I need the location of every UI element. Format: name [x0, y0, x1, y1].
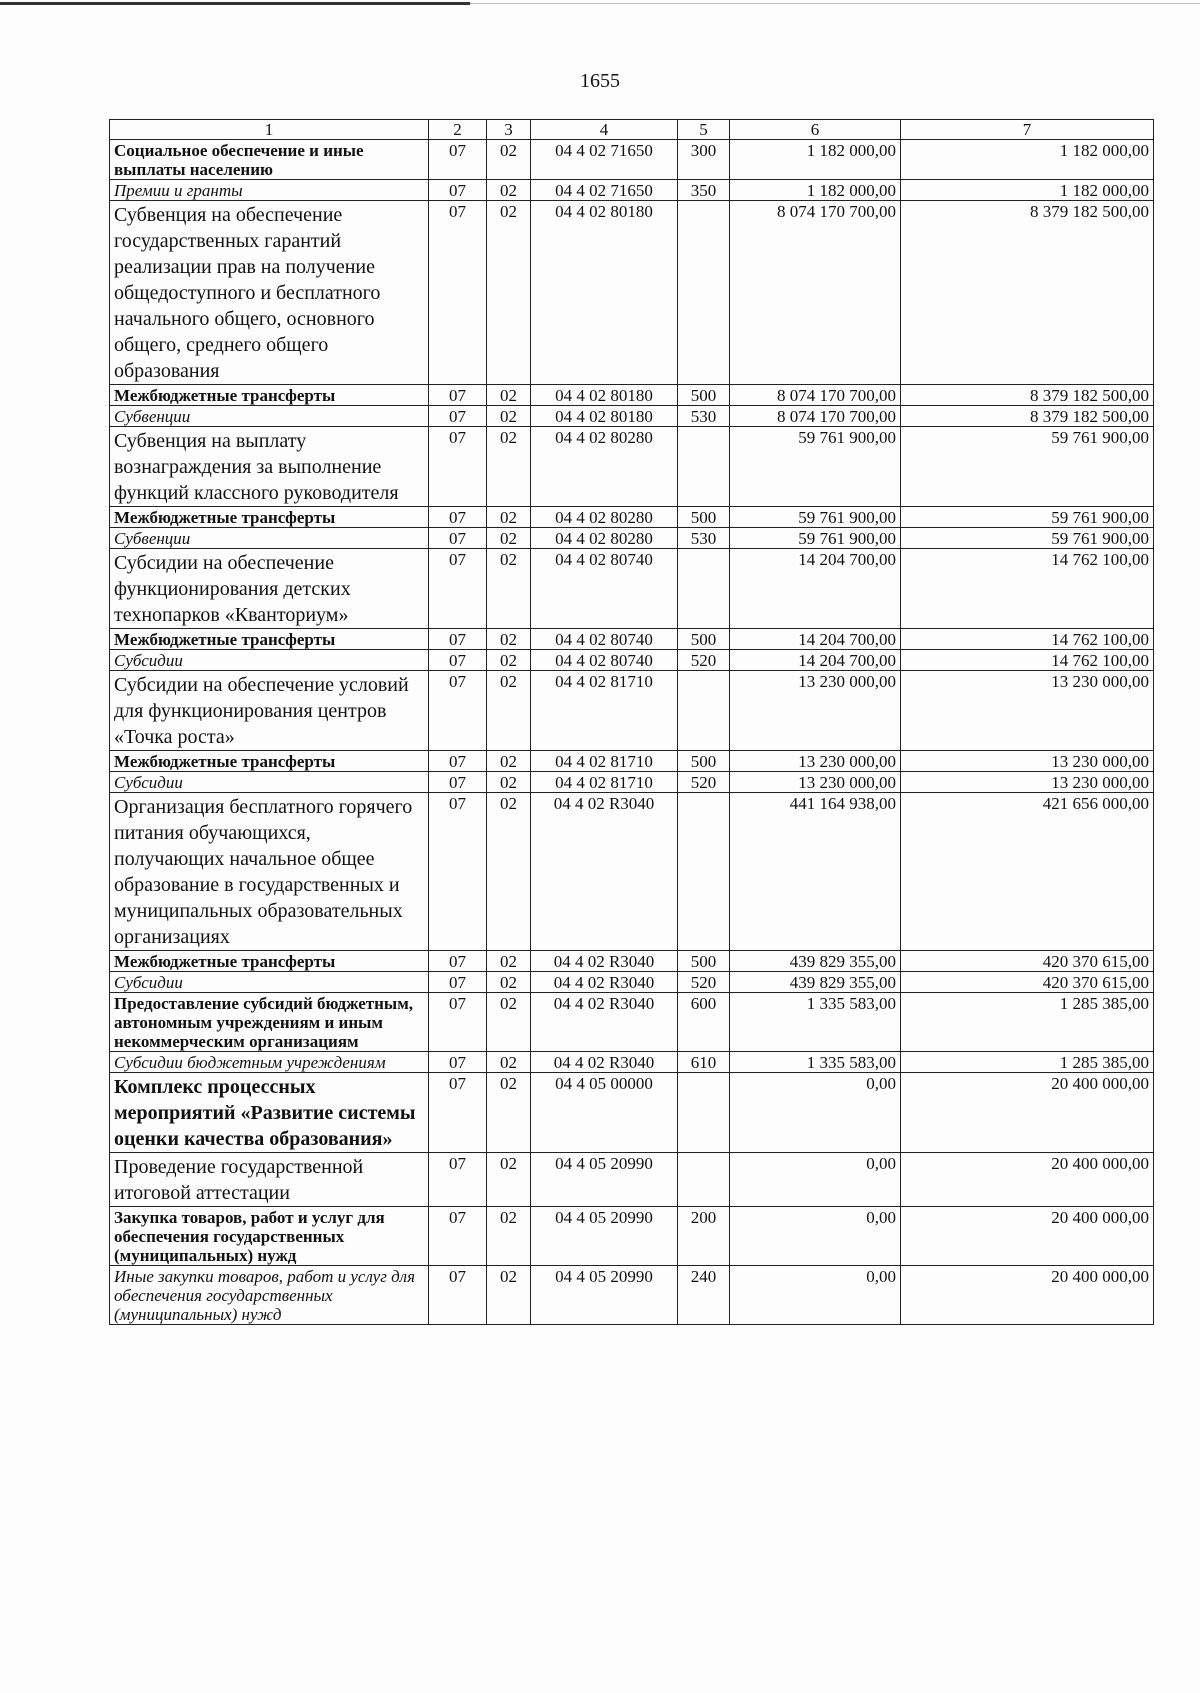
- subsection-cell: 02: [487, 1052, 531, 1073]
- row-name-cell: Межбюджетные трансферты: [110, 751, 429, 772]
- amount-year1-cell: 8 074 170 700,00: [730, 201, 901, 385]
- table-row: [110, 772, 1154, 793]
- expense-type-cell: [678, 671, 730, 751]
- subsection-cell: 02: [487, 201, 531, 385]
- section-cell: 07: [429, 772, 487, 793]
- target-article-cell: 04 4 02 81710: [531, 772, 678, 793]
- expense-type-cell: 500: [678, 385, 730, 406]
- subsection-cell: 02: [487, 772, 531, 793]
- expense-type-cell: 520: [678, 772, 730, 793]
- row-name-cell: Субсидии на обеспечение условий для функционирования центров «Точка роста»: [110, 671, 429, 751]
- amount-year2-cell: 59 761 900,00: [901, 427, 1154, 507]
- target-article-cell: 04 4 02 80280: [531, 507, 678, 528]
- column-header: 6: [730, 120, 901, 140]
- amount-year1-cell: 439 829 355,00: [730, 951, 901, 972]
- table-row: [110, 180, 1154, 201]
- amount-year2-cell: 14 762 100,00: [901, 629, 1154, 650]
- amount-year2-cell: 420 370 615,00: [901, 972, 1154, 993]
- subsection-cell: 02: [487, 140, 531, 180]
- target-article-cell: 04 4 05 20990: [531, 1153, 678, 1207]
- row-name-cell: Субвенции: [110, 528, 429, 549]
- subsection-cell: 02: [487, 549, 531, 629]
- page-number: 1655: [580, 70, 620, 92]
- scan-edge-line: [0, 2, 470, 5]
- subsection-cell: 02: [487, 1153, 531, 1207]
- row-name-cell: Организация бесплатного горячего питания обучающихся, получающих начальное общее образование в государственных и муниципальных образовательных организациях: [110, 793, 429, 951]
- amount-year2-cell: 59 761 900,00: [901, 507, 1154, 528]
- subsection-cell: 02: [487, 1266, 531, 1325]
- header-row: [110, 120, 1154, 140]
- section-cell: 07: [429, 951, 487, 972]
- table-row: [110, 993, 1154, 1052]
- amount-year1-cell: 1 182 000,00: [730, 140, 901, 180]
- amount-year1-cell: 1 335 583,00: [730, 993, 901, 1052]
- expense-type-cell: [678, 549, 730, 629]
- section-cell: 07: [429, 528, 487, 549]
- row-name-cell: Субсидии на обеспечение функционирования детских технопарков «Кванториум»: [110, 549, 429, 629]
- amount-year1-cell: 0,00: [730, 1073, 901, 1153]
- target-article-cell: 04 4 02 80180: [531, 406, 678, 427]
- target-article-cell: 04 4 05 00000: [531, 1073, 678, 1153]
- expense-type-cell: 600: [678, 993, 730, 1052]
- expense-type-cell: 520: [678, 972, 730, 993]
- amount-year1-cell: 14 204 700,00: [730, 549, 901, 629]
- expense-type-cell: 610: [678, 1052, 730, 1073]
- subsection-cell: 02: [487, 671, 531, 751]
- amount-year1-cell: 8 074 170 700,00: [730, 385, 901, 406]
- section-cell: 07: [429, 1052, 487, 1073]
- row-name-cell: Межбюджетные трансферты: [110, 385, 429, 406]
- table-row: [110, 427, 1154, 507]
- target-article-cell: 04 4 02 80280: [531, 427, 678, 507]
- expense-type-cell: [678, 427, 730, 507]
- row-name-cell: Проведение государственной итоговой аттестации: [110, 1153, 429, 1207]
- column-header: 1: [110, 120, 429, 140]
- section-cell: 07: [429, 1266, 487, 1325]
- table-body: [110, 140, 1154, 1325]
- scan-edge-line-thin: [470, 3, 1200, 4]
- target-article-cell: 04 4 05 20990: [531, 1207, 678, 1266]
- subsection-cell: 02: [487, 1207, 531, 1266]
- amount-year2-cell: 8 379 182 500,00: [901, 201, 1154, 385]
- section-cell: 07: [429, 201, 487, 385]
- amount-year2-cell: 13 230 000,00: [901, 671, 1154, 751]
- expense-type-cell: 300: [678, 140, 730, 180]
- amount-year2-cell: 8 379 182 500,00: [901, 406, 1154, 427]
- expense-type-cell: [678, 1073, 730, 1153]
- amount-year1-cell: 13 230 000,00: [730, 772, 901, 793]
- subsection-cell: 02: [487, 793, 531, 951]
- table-row: [110, 507, 1154, 528]
- table-row: [110, 549, 1154, 629]
- subsection-cell: 02: [487, 507, 531, 528]
- target-article-cell: 04 4 02 80740: [531, 650, 678, 671]
- amount-year1-cell: 439 829 355,00: [730, 972, 901, 993]
- target-article-cell: 04 4 02 R3040: [531, 993, 678, 1052]
- table-row: [110, 793, 1154, 951]
- expense-type-cell: 530: [678, 406, 730, 427]
- subsection-cell: 02: [487, 650, 531, 671]
- row-name-cell: Межбюджетные трансферты: [110, 629, 429, 650]
- amount-year1-cell: 59 761 900,00: [730, 528, 901, 549]
- column-header: 4: [531, 120, 678, 140]
- budget-table: [109, 119, 1154, 1325]
- section-cell: 07: [429, 180, 487, 201]
- row-name-cell: Социальное обеспечение и иные выплаты населению: [110, 140, 429, 180]
- expense-type-cell: 500: [678, 751, 730, 772]
- expense-type-cell: 520: [678, 650, 730, 671]
- section-cell: 07: [429, 1153, 487, 1207]
- subsection-cell: 02: [487, 180, 531, 201]
- section-cell: 07: [429, 751, 487, 772]
- amount-year2-cell: 59 761 900,00: [901, 528, 1154, 549]
- expense-type-cell: [678, 201, 730, 385]
- row-name-cell: Иные закупки товаров, работ и услуг для обеспечения государственных (муниципальных) нужд: [110, 1266, 429, 1325]
- target-article-cell: 04 4 02 81710: [531, 751, 678, 772]
- row-name-cell: Комплекс процессных мероприятий «Развитие системы оценки качества образования»: [110, 1073, 429, 1153]
- row-name-cell: Субсидии бюджетным учреждениям: [110, 1052, 429, 1073]
- subsection-cell: 02: [487, 385, 531, 406]
- amount-year2-cell: 8 379 182 500,00: [901, 385, 1154, 406]
- section-cell: 07: [429, 549, 487, 629]
- amount-year1-cell: 14 204 700,00: [730, 650, 901, 671]
- table-row: [110, 629, 1154, 650]
- row-name-cell: Премии и гранты: [110, 180, 429, 201]
- subsection-cell: 02: [487, 751, 531, 772]
- section-cell: 07: [429, 427, 487, 507]
- section-cell: 07: [429, 793, 487, 951]
- section-cell: 07: [429, 972, 487, 993]
- amount-year2-cell: 1 182 000,00: [901, 180, 1154, 201]
- table-row: [110, 671, 1154, 751]
- amount-year2-cell: 20 400 000,00: [901, 1153, 1154, 1207]
- row-name-cell: Межбюджетные трансферты: [110, 951, 429, 972]
- subsection-cell: 02: [487, 406, 531, 427]
- subsection-cell: 02: [487, 629, 531, 650]
- column-header: 5: [678, 120, 730, 140]
- target-article-cell: 04 4 02 R3040: [531, 972, 678, 993]
- target-article-cell: 04 4 02 71650: [531, 140, 678, 180]
- table-row: [110, 1266, 1154, 1325]
- section-cell: 07: [429, 140, 487, 180]
- table-row: [110, 751, 1154, 772]
- subsection-cell: 02: [487, 951, 531, 972]
- amount-year2-cell: 420 370 615,00: [901, 951, 1154, 972]
- subsection-cell: 02: [487, 427, 531, 507]
- table-row: [110, 650, 1154, 671]
- amount-year1-cell: 0,00: [730, 1153, 901, 1207]
- row-name-cell: Субвенция на выплату вознаграждения за выполнение функций классного руководителя: [110, 427, 429, 507]
- target-article-cell: 04 4 02 71650: [531, 180, 678, 201]
- amount-year2-cell: 1 285 385,00: [901, 1052, 1154, 1073]
- amount-year2-cell: 13 230 000,00: [901, 751, 1154, 772]
- row-name-cell: Субсидии: [110, 650, 429, 671]
- section-cell: 07: [429, 650, 487, 671]
- expense-type-cell: 500: [678, 951, 730, 972]
- expense-type-cell: [678, 793, 730, 951]
- amount-year1-cell: 0,00: [730, 1207, 901, 1266]
- amount-year2-cell: 14 762 100,00: [901, 549, 1154, 629]
- section-cell: 07: [429, 406, 487, 427]
- target-article-cell: 04 4 02 R3040: [531, 951, 678, 972]
- expense-type-cell: 350: [678, 180, 730, 201]
- subsection-cell: 02: [487, 528, 531, 549]
- section-cell: 07: [429, 629, 487, 650]
- amount-year2-cell: 20 400 000,00: [901, 1266, 1154, 1325]
- expense-type-cell: 240: [678, 1266, 730, 1325]
- section-cell: 07: [429, 1207, 487, 1266]
- section-cell: 07: [429, 507, 487, 528]
- amount-year2-cell: 20 400 000,00: [901, 1073, 1154, 1153]
- table-row: [110, 406, 1154, 427]
- row-name-cell: Субсидии: [110, 972, 429, 993]
- row-name-cell: Предоставление субсидий бюджетным, автономным учреждениям и иным некоммерческим организациям: [110, 993, 429, 1052]
- amount-year1-cell: 59 761 900,00: [730, 427, 901, 507]
- target-article-cell: 04 4 02 80180: [531, 201, 678, 385]
- table-row: [110, 1052, 1154, 1073]
- table-row: [110, 201, 1154, 385]
- row-name-cell: Межбюджетные трансферты: [110, 507, 429, 528]
- section-cell: 07: [429, 993, 487, 1052]
- amount-year1-cell: 13 230 000,00: [730, 751, 901, 772]
- amount-year2-cell: 1 285 385,00: [901, 993, 1154, 1052]
- amount-year1-cell: 1 335 583,00: [730, 1052, 901, 1073]
- row-name-cell: Субсидии: [110, 772, 429, 793]
- section-cell: 07: [429, 671, 487, 751]
- target-article-cell: 04 4 02 80740: [531, 549, 678, 629]
- table-row: [110, 385, 1154, 406]
- amount-year1-cell: 0,00: [730, 1266, 901, 1325]
- expense-type-cell: 200: [678, 1207, 730, 1266]
- table-row: [110, 951, 1154, 972]
- target-article-cell: 04 4 02 R3040: [531, 793, 678, 951]
- subsection-cell: 02: [487, 993, 531, 1052]
- target-article-cell: 04 4 02 80740: [531, 629, 678, 650]
- expense-type-cell: 530: [678, 528, 730, 549]
- section-cell: 07: [429, 385, 487, 406]
- target-article-cell: 04 4 02 80180: [531, 385, 678, 406]
- target-article-cell: 04 4 02 81710: [531, 671, 678, 751]
- amount-year2-cell: 20 400 000,00: [901, 1207, 1154, 1266]
- amount-year2-cell: 421 656 000,00: [901, 793, 1154, 951]
- section-cell: 07: [429, 1073, 487, 1153]
- amount-year2-cell: 13 230 000,00: [901, 772, 1154, 793]
- expense-type-cell: [678, 1153, 730, 1207]
- amount-year1-cell: 14 204 700,00: [730, 629, 901, 650]
- table-row: [110, 1153, 1154, 1207]
- amount-year1-cell: 13 230 000,00: [730, 671, 901, 751]
- target-article-cell: 04 4 02 R3040: [531, 1052, 678, 1073]
- table-row: [110, 1073, 1154, 1153]
- amount-year1-cell: 8 074 170 700,00: [730, 406, 901, 427]
- column-header: 3: [487, 120, 531, 140]
- row-name-cell: Субвенция на обеспечение государственных гарантий реализации прав на получение общедоступного и бесплатного начального общего, основного общего, среднего общего образования: [110, 201, 429, 385]
- amount-year2-cell: 1 182 000,00: [901, 140, 1154, 180]
- target-article-cell: 04 4 02 80280: [531, 528, 678, 549]
- amount-year1-cell: 1 182 000,00: [730, 180, 901, 201]
- amount-year1-cell: 59 761 900,00: [730, 507, 901, 528]
- column-header: 2: [429, 120, 487, 140]
- column-header: 7: [901, 120, 1154, 140]
- expense-type-cell: 500: [678, 507, 730, 528]
- table-row: [110, 972, 1154, 993]
- amount-year2-cell: 14 762 100,00: [901, 650, 1154, 671]
- subsection-cell: 02: [487, 1073, 531, 1153]
- table-row: [110, 1207, 1154, 1266]
- target-article-cell: 04 4 05 20990: [531, 1266, 678, 1325]
- row-name-cell: Субвенции: [110, 406, 429, 427]
- table-row: [110, 140, 1154, 180]
- amount-year1-cell: 441 164 938,00: [730, 793, 901, 951]
- row-name-cell: Закупка товаров, работ и услуг для обеспечения государственных (муниципальных) нужд: [110, 1207, 429, 1266]
- table-row: [110, 528, 1154, 549]
- subsection-cell: 02: [487, 972, 531, 993]
- expense-type-cell: 500: [678, 629, 730, 650]
